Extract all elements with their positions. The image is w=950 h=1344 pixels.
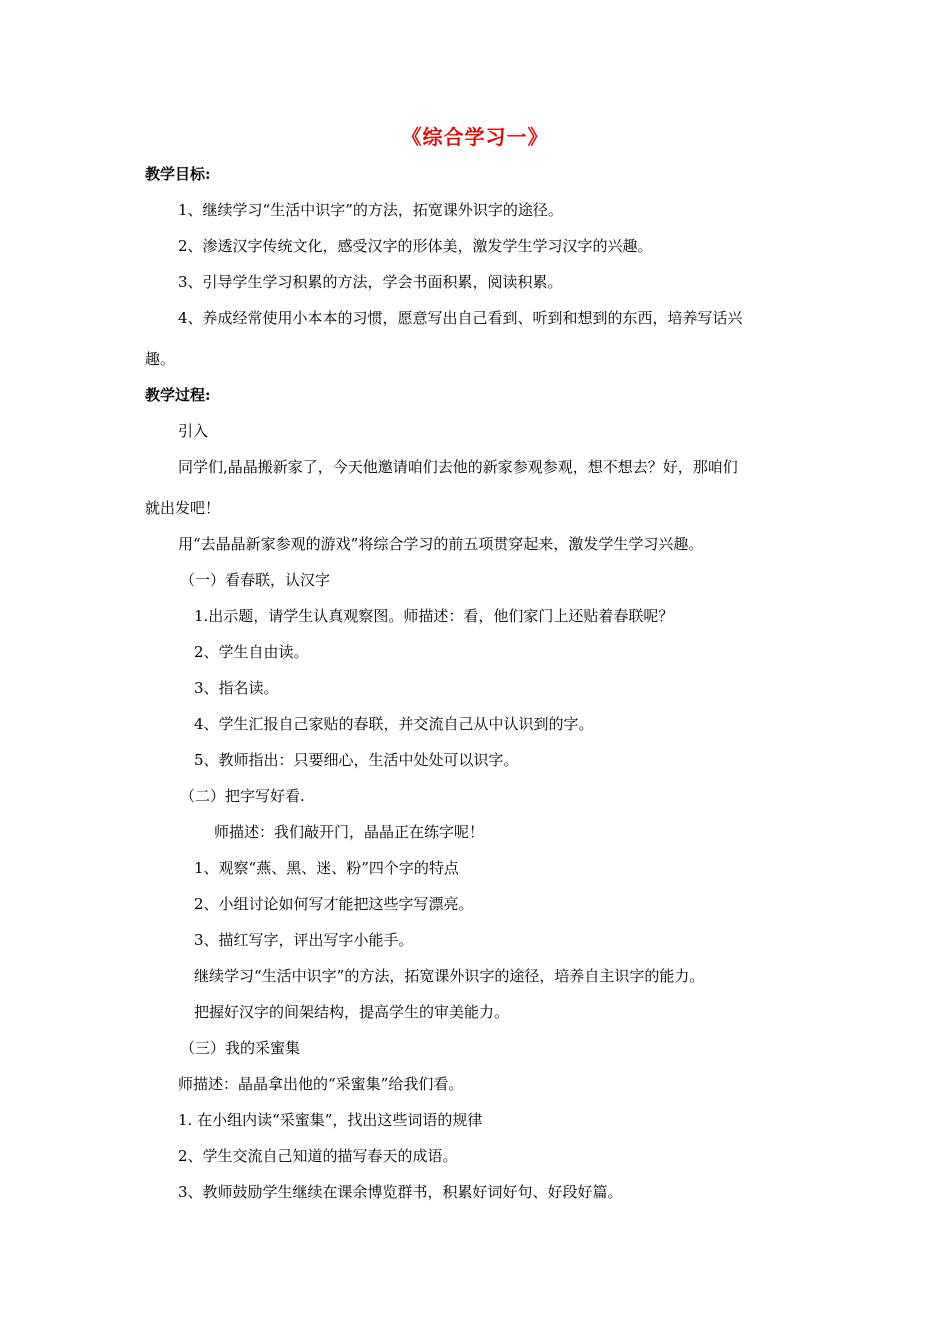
goals-heading: 教学目标: [145, 165, 211, 183]
intro-method: 用“去晶晶新家参观的游戏”将综合学习的前五项贯穿起来，激发学生学习兴趣。 [178, 535, 704, 553]
section1-item: 1.出示题，请学生认真观察图。师描述：看，他们家门上还贴着春联呢？ [194, 607, 674, 625]
goal-item: 3、引导学生学习积累的方法，学会书面积累，阅读积累。 [178, 273, 563, 291]
intro-paragraph: 同学们,晶晶搬新家了，今天他邀请咱们去他的新家参观参观，想不想去？好，那咱们 [178, 458, 738, 476]
goal-item-continuation: 趣。 [145, 350, 176, 368]
section1-heading: （一）看春联，认汉字 [180, 571, 331, 589]
section2-item: 2、小组讨论如何写才能把这些字写漂亮。 [194, 895, 474, 913]
section2-item: 1、观察“燕、黑、迷、粉”四个字的特点 [194, 859, 459, 877]
section2-note: 把握好汉字的间架结构，提高学生的审美能力。 [194, 1003, 510, 1021]
section2-note: 继续学习“生活中识字”的方法，拓宽课外识字的途径，培养自主识字的能力。 [194, 967, 705, 985]
section2-heading: （二）把字写好看. [180, 787, 305, 805]
goal-item: 1、继续学习“生活中识字”的方法，拓宽课外识字的途径。 [178, 201, 563, 219]
intro-paragraph-continuation: 就出发吧！ [145, 499, 221, 517]
section1-item: 3、指名读。 [194, 679, 279, 697]
section1-item: 5、教师指出：只要细心，生活中处处可以识字。 [194, 751, 519, 769]
section2-intro: 师描述：我们敲开门，晶晶正在练字呢！ [214, 823, 485, 841]
section3-item: 2、学生交流自己知道的描写春天的成语。 [178, 1147, 458, 1165]
intro-label: 引入 [178, 422, 209, 440]
section1-item: 2、学生自由读。 [194, 643, 309, 661]
section3-heading: （三）我的采蜜集 [180, 1039, 301, 1057]
section3-item: 1. 在小组内读“采蜜集”，找出这些词语的规律 [178, 1111, 483, 1129]
section1-item: 4、学生汇报自己家贴的春联，并交流自己从中认识到的字。 [194, 715, 594, 733]
goal-item: 2、渗透汉字传统文化，感受汉字的形体美，激发学生学习汉字的兴趣。 [178, 237, 653, 255]
section3-intro: 师描述：晶晶拿出他的“采蜜集”给我们看。 [178, 1075, 464, 1093]
process-heading: 教学过程: [145, 386, 211, 404]
section2-item: 3、描红写字，评出写字小能手。 [194, 931, 414, 949]
section3-item: 3、教师鼓励学生继续在课余博览群书，积累好词好句、好段好篇。 [178, 1183, 623, 1201]
document-title: 《综合学习一》 [401, 125, 549, 149]
goal-item: 4、养成经常使用小本本的习惯，愿意写出自己看到、听到和想到的东西，培养写话兴 [178, 309, 743, 327]
